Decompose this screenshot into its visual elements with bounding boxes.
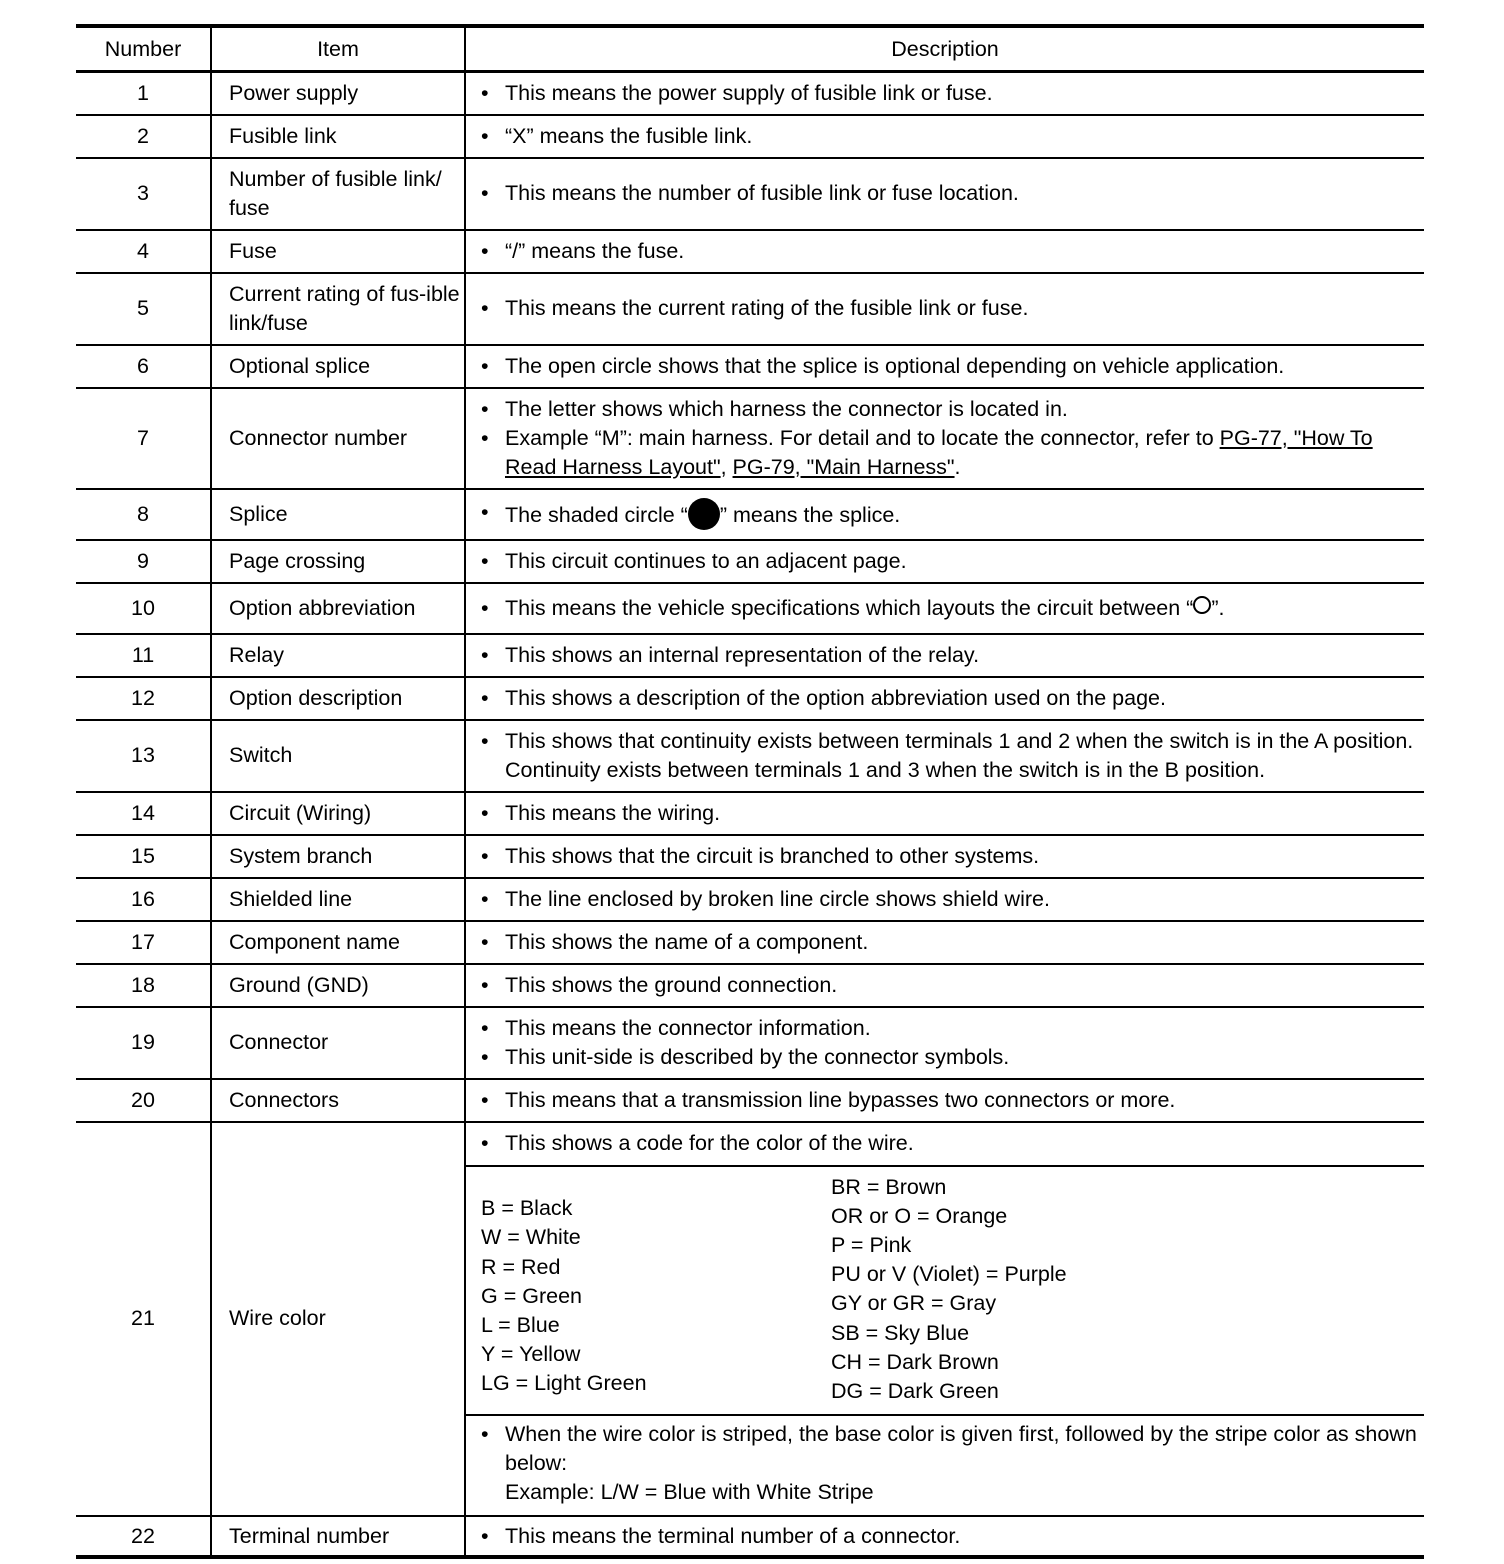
row-item: Wire color	[211, 1122, 465, 1517]
row-description: • “/” means the fuse.	[465, 230, 1424, 273]
table-row	[76, 835, 1424, 878]
table-row-wire-color	[76, 1122, 1424, 1517]
table-row	[76, 158, 1424, 230]
row-description: • The line enclosed by broken line circle shows shield wire.	[465, 878, 1424, 921]
row-item: Relay	[211, 634, 465, 677]
row-description: • This means the wiring.	[465, 792, 1424, 835]
color-list-left	[481, 1173, 831, 1407]
row-description: • The letter shows which harness the connector is located in. • Example “M”: main harness. For detail and to locate the connector, refer to PG-77, "How To Read Harness Layout", PG-79, "Main Harness".	[465, 388, 1424, 489]
row-description: • This means the power supply of fusible link or fuse.	[465, 72, 1424, 115]
row-number: 12	[76, 677, 211, 720]
table-row	[76, 1079, 1424, 1122]
row-number: 20	[76, 1079, 211, 1122]
row-description: • This means that a transmission line bypasses two connectors or more.	[465, 1079, 1424, 1122]
link-pg-77[interactable]: PG-77, "How To Read Harness Layout"	[505, 425, 1373, 479]
row-item: Optional splice	[211, 345, 465, 388]
color-code: G = Green	[481, 1283, 582, 1308]
row-number: 9	[76, 540, 211, 583]
row-description: • This circuit continues to an adjacent page.	[465, 540, 1424, 583]
row-number: 4	[76, 230, 211, 273]
row-number: 10	[76, 583, 211, 634]
row-number: 22	[76, 1516, 211, 1557]
table-row	[76, 1516, 1424, 1557]
row-item: Connector	[211, 1007, 465, 1079]
color-code: Y = Yellow	[481, 1342, 581, 1367]
row-description: • The open circle shows that the splice is optional depending on vehicle application.	[465, 345, 1424, 388]
row-item: Fuse	[211, 230, 465, 273]
table-row	[76, 388, 1424, 489]
row-number: 14	[76, 792, 211, 835]
color-code: GY or GR = Gray	[831, 1291, 997, 1316]
table-row	[76, 921, 1424, 964]
row-number: 11	[76, 634, 211, 677]
color-code: W = White	[481, 1225, 581, 1250]
row-number: 17	[76, 921, 211, 964]
splice-dot-icon	[688, 498, 720, 530]
row-item: Ground (GND)	[211, 964, 465, 1007]
header-item: Item	[211, 26, 465, 72]
row-description: • This shows that continuity exists between terminals 1 and 2 when the switch is in the A position. Continuity exists between terminals 1 and 3 when the switch is in the B position.	[465, 720, 1424, 792]
row-item: Component name	[211, 921, 465, 964]
row-number: 19	[76, 1007, 211, 1079]
row-item: Page crossing	[211, 540, 465, 583]
row-item: System branch	[211, 835, 465, 878]
row-item: Connector number	[211, 388, 465, 489]
table-row	[76, 72, 1424, 115]
table-row	[76, 115, 1424, 158]
wiring-legend-table	[76, 24, 1424, 1559]
row-description: • This shows an internal representation of the relay.	[465, 634, 1424, 677]
row-description: • This shows the ground connection.	[465, 964, 1424, 1007]
row-number: 18	[76, 964, 211, 1007]
color-code: P = Pink	[831, 1232, 912, 1257]
open-circle-icon	[1193, 596, 1211, 614]
row-item: Circuit (Wiring)	[211, 792, 465, 835]
color-code: DG = Dark Green	[831, 1378, 999, 1403]
table-row	[76, 345, 1424, 388]
row-number: 16	[76, 878, 211, 921]
row-item: Power supply	[211, 72, 465, 115]
color-code: B = Black	[481, 1196, 573, 1221]
color-code: LG = Light Green	[481, 1371, 647, 1396]
row-description: • This shows that the circuit is branched to other systems.	[465, 835, 1424, 878]
row-item: Number of fusible link/ fuse	[211, 158, 465, 230]
row-number: 21	[76, 1122, 211, 1517]
color-code: BR = Brown	[831, 1174, 947, 1199]
row-number: 6	[76, 345, 211, 388]
row-number: 1	[76, 72, 211, 115]
row-number: 8	[76, 489, 211, 540]
table-row	[76, 964, 1424, 1007]
row-number: 7	[76, 388, 211, 489]
row-number: 3	[76, 158, 211, 230]
table-row	[76, 583, 1424, 634]
header-row	[76, 26, 1424, 72]
row-number: 13	[76, 720, 211, 792]
table-row	[76, 720, 1424, 792]
row-number: 5	[76, 273, 211, 345]
table-row	[76, 677, 1424, 720]
row-number: 15	[76, 835, 211, 878]
table-row	[76, 489, 1424, 540]
color-code: PU or V (Violet) = Purple	[831, 1262, 1067, 1287]
color-code: R = Red	[481, 1254, 561, 1279]
row-number: 2	[76, 115, 211, 158]
row-item: Option description	[211, 677, 465, 720]
color-code: L = Blue	[481, 1312, 560, 1337]
row-description: • This means the current rating of the fusible link or fuse.	[465, 273, 1424, 345]
table-row	[76, 1007, 1424, 1079]
table-row	[76, 792, 1424, 835]
row-item: Option abbreviation	[211, 583, 465, 634]
row-description: • “X” means the fusible link.	[465, 115, 1424, 158]
row-description: • This shows a description of the option abbreviation used on the page.	[465, 677, 1424, 720]
header-number: Number	[76, 26, 211, 72]
table-row	[76, 878, 1424, 921]
table-row	[76, 273, 1424, 345]
row-item: Switch	[211, 720, 465, 792]
header-description: Description	[465, 26, 1424, 72]
row-description: • The shaded circle “ ” means the splice.	[465, 489, 1424, 540]
row-item: Splice	[211, 489, 465, 540]
row-description: • This means the vehicle specifications which layouts the circuit between “ ”.	[465, 583, 1424, 634]
row-item: Current rating of fus-ible link/fuse	[211, 273, 465, 345]
wire-color-codes	[481, 1167, 1418, 1415]
row-item: Shielded line	[211, 878, 465, 921]
color-code: OR or O = Orange	[831, 1203, 1008, 1228]
link-pg-79[interactable]: PG-79, "Main Harness"	[732, 454, 955, 479]
color-code: CH = Dark Brown	[831, 1349, 999, 1374]
row-description: • This means the terminal number of a connector.	[465, 1516, 1424, 1557]
row-description: • This means the number of fusible link or fuse location.	[465, 158, 1424, 230]
color-code: SB = Sky Blue	[831, 1320, 970, 1345]
row-description: • This means the connector information. • This unit-side is described by the connector symbols.	[465, 1007, 1424, 1079]
table-row	[76, 540, 1424, 583]
row-item: Fusible link	[211, 115, 465, 158]
row-item: Connectors	[211, 1079, 465, 1122]
row-item: Terminal number	[211, 1516, 465, 1557]
table-row	[76, 230, 1424, 273]
table-row	[76, 634, 1424, 677]
color-list-right	[831, 1173, 1067, 1407]
row-description: • This shows the name of a component.	[465, 921, 1424, 964]
row-description: • This shows a code for the color of the wire. B = Black W = White R = Red G = Green L = Blue Y = Yellow LG = Light Green BR = Brown OR or O = Orange P = Pink PU or V (Violet) = Purple GY or GR = Gray SB = Sky Blue CH = Dark Brown DG = Dark Green • When the wire color is striped, the base color is given first, followed by the stripe color as shown below: Example: L/W = Blue with White Stripe	[465, 1122, 1424, 1517]
